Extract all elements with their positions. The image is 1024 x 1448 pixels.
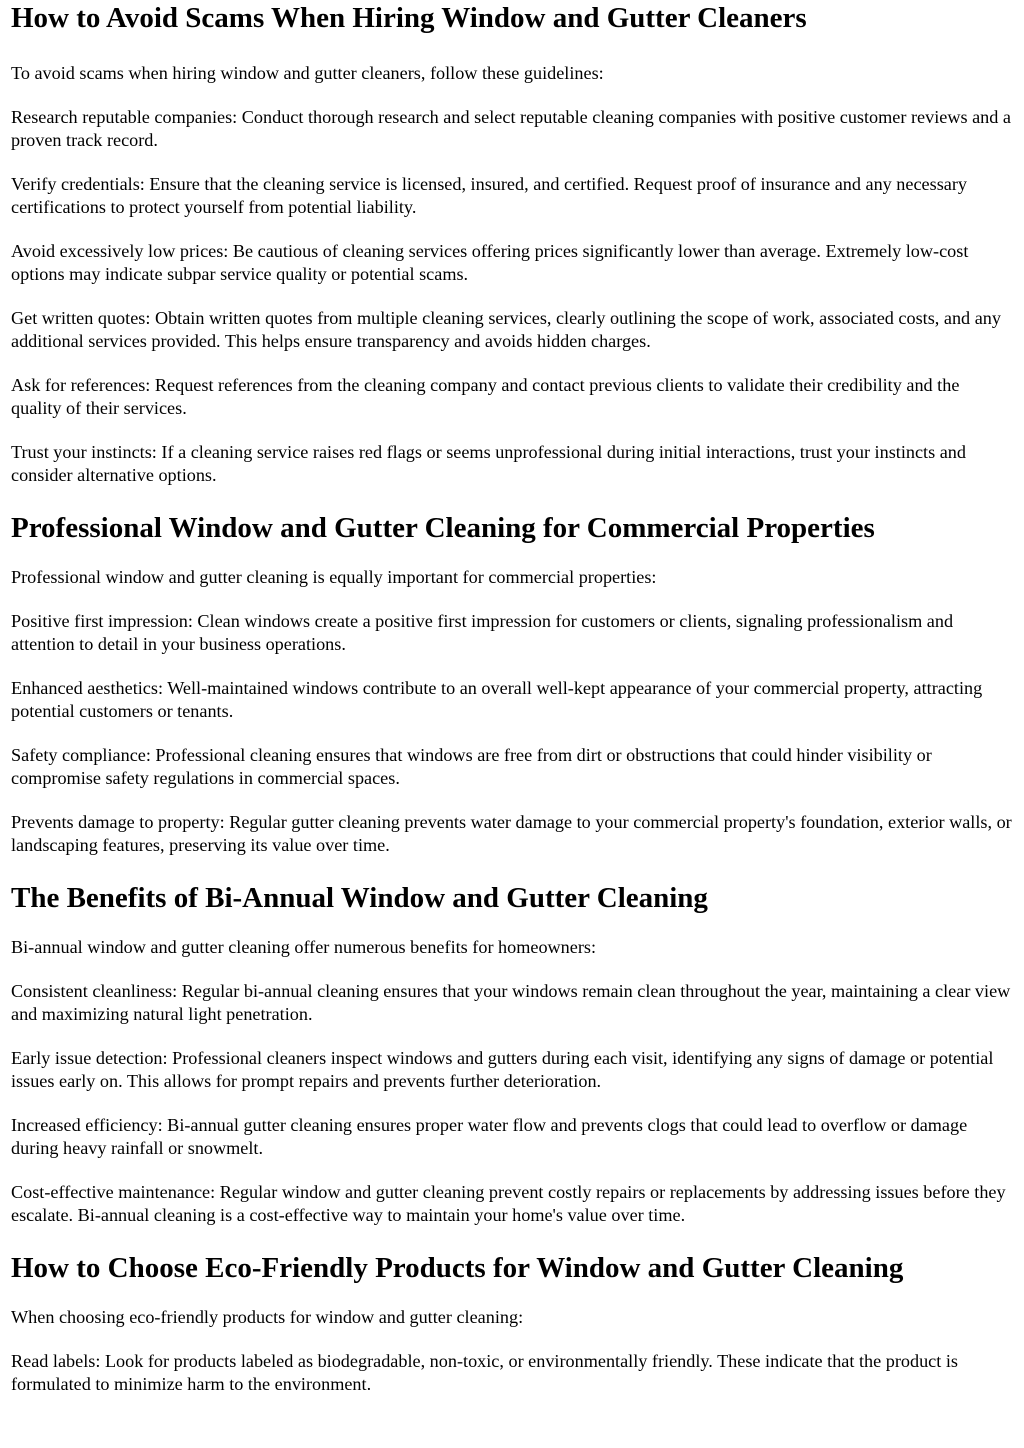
section-intro: To avoid scams when hiring window and gutter cleaners, follow these guidelines: xyxy=(11,63,604,83)
section-commercial-properties xyxy=(11,510,1013,857)
section-title: The Benefits of Bi-Annual Window and Gutter Cleaning xyxy=(11,882,708,914)
section-intro: When choosing eco-friendly products for window and gutter cleaning: xyxy=(11,1307,524,1327)
section-avoid-scams xyxy=(11,0,1013,487)
paragraph: Prevents damage to property: Regular gutter cleaning prevents water damage to your commercial property's foundation, exterior walls, or landscaping features, preserving its value over time. xyxy=(11,812,1012,855)
paragraph: Enhanced aesthetics: Well-maintained windows contribute to an overall well-kept appearance of your commercial property, attracting potential customers or tenants. xyxy=(11,678,983,721)
paragraph: Early issue detection: Professional cleaners inspect windows and gutters during each visit, identifying any signs of damage or potential issues early on. This allows for prompt repairs and prevents further deterioration. xyxy=(11,1048,994,1091)
paragraph: Get written quotes: Obtain written quotes from multiple cleaning services, clearly outlining the scope of work, associated costs, and any additional services provided. This helps ensure transparency and avoids hidden charges. xyxy=(11,308,1001,351)
section-title: How to Choose Eco-Friendly Products for Window and Gutter Cleaning xyxy=(11,1252,904,1284)
paragraph: Increased efficiency: Bi-annual gutter cleaning ensures proper water flow and prevents clogs that could lead to overflow or damage during heavy rainfall or snowmelt. xyxy=(11,1115,968,1158)
paragraph: Avoid excessively low prices: Be cautious of cleaning services offering prices significantly lower than average. Extremely low-cost options may indicate subpar service quality or potential scams. xyxy=(11,241,969,284)
paragraph: Ask for references: Request references from the cleaning company and contact previous clients to validate their credibility and the quality of their services. xyxy=(11,375,960,418)
section-bi-annual-benefits xyxy=(11,880,1013,1227)
paragraph: Verify credentials: Ensure that the cleaning service is licensed, insured, and certified. Request proof of insurance and any necessary certifications to protect yourself from potential liability. xyxy=(11,174,967,217)
section-title: How to Avoid Scams When Hiring Window and Gutter Cleaners xyxy=(11,2,807,34)
section-eco-friendly-products xyxy=(11,1250,1013,1396)
section-title: Professional Window and Gutter Cleaning for Commercial Properties xyxy=(11,512,875,544)
paragraph: Research reputable companies: Conduct thorough research and select reputable cleaning companies with positive customer reviews and a proven track record. xyxy=(11,107,1011,150)
paragraph: Consistent cleanliness: Regular bi-annual cleaning ensures that your windows remain clean throughout the year, maintaining a clear view and maximizing natural light penetration. xyxy=(11,981,1011,1024)
paragraph: Trust your instincts: If a cleaning service raises red flags or seems unprofessional during initial interactions, trust your instincts and consider alternative options. xyxy=(11,442,966,485)
paragraph: Safety compliance: Professional cleaning ensures that windows are free from dirt or obstructions that could hinder visibility or compromise safety regulations in commercial spaces. xyxy=(11,745,932,788)
paragraph: Read labels: Look for products labeled as biodegradable, non-toxic, or environmentally friendly. These indicate that the product is formulated to minimize harm to the environment. xyxy=(11,1351,958,1394)
section-intro: Bi-annual window and gutter cleaning offer numerous benefits for homeowners: xyxy=(11,937,597,957)
paragraph: Cost-effective maintenance: Regular window and gutter cleaning prevent costly repairs or replacements by addressing issues before they escalate. Bi-annual cleaning is a cost-effective way to maintain your home's value over time. xyxy=(11,1182,1006,1225)
paragraph: Positive first impression: Clean windows create a positive first impression for customers or clients, signaling professionalism and attention to detail in your business operations. xyxy=(11,611,954,654)
section-intro: Professional window and gutter cleaning is equally important for commercial properties: xyxy=(11,567,657,587)
